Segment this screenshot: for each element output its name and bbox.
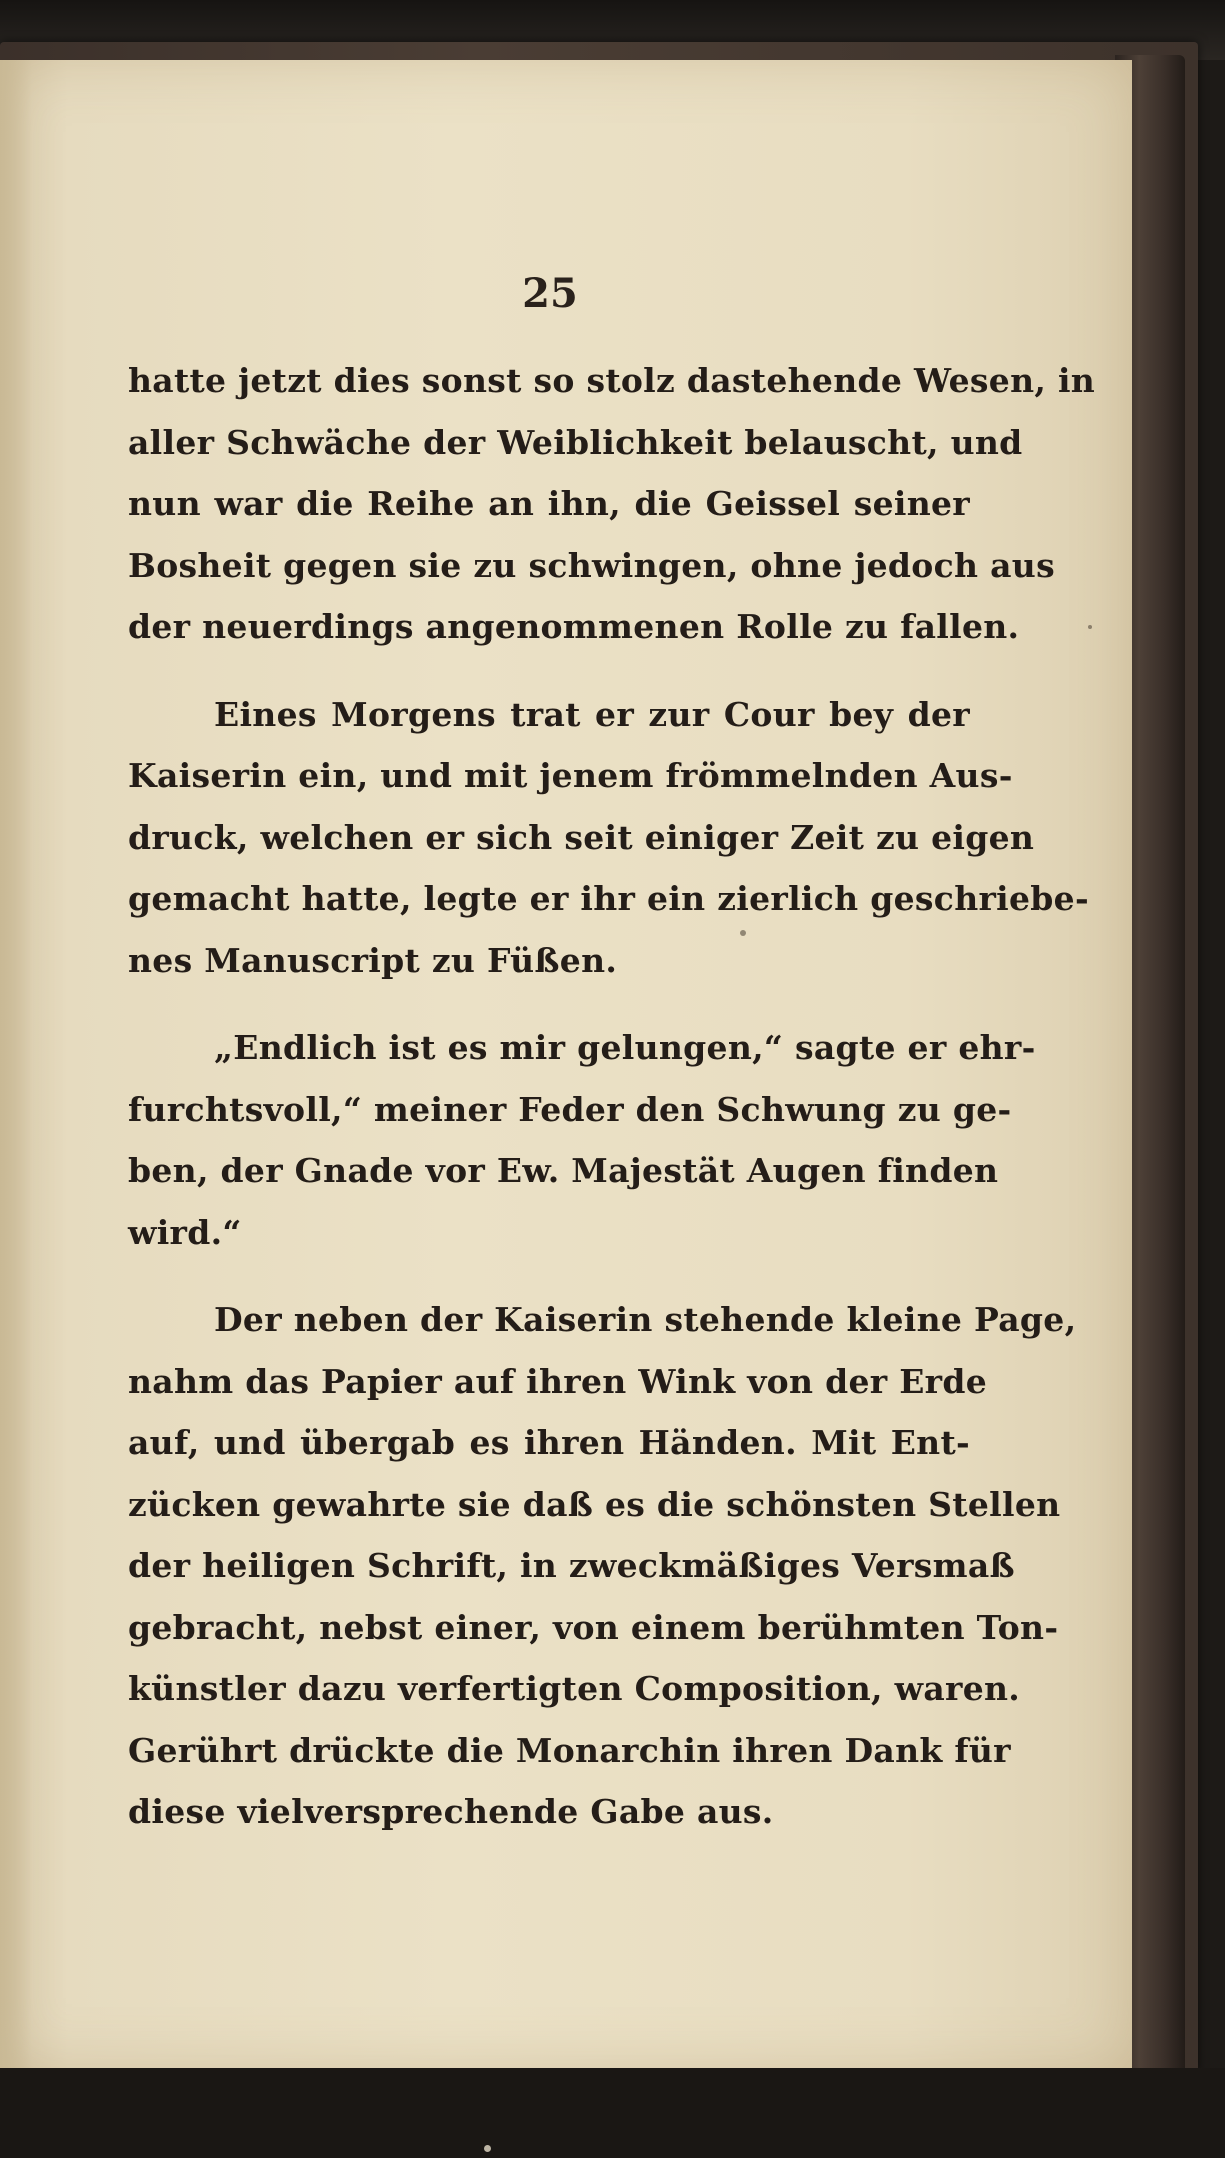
page-number: 25: [522, 270, 578, 317]
paragraph: [128, 684, 1089, 992]
text-line: ben, der Gnade vor Ew. Majestät Augen finden: [128, 1151, 999, 1190]
text-line: künstler dazu verfertigten Composition, waren.: [128, 1669, 1021, 1708]
text-line: Bosheit gegen sie zu schwingen, ohne jedoch aus: [128, 545, 1055, 585]
text-line: Eines Morgens trat er zur Cour bey der: [214, 694, 970, 734]
body-text: [128, 350, 1096, 1869]
text-line: der neuerdings angenommenen Rolle zu fallen.: [128, 607, 1020, 646]
text-line: auf, und übergab es ihren Händen. Mit Ent-: [128, 1423, 970, 1462]
paragraph: [128, 1017, 1036, 1263]
text-line: gemacht hatte, legte er ihr ein zierlich geschriebe-: [128, 879, 1089, 918]
paragraph: [128, 1289, 1077, 1843]
text-line: Der neben der Kaiserin stehende kleine Page,: [214, 1300, 1077, 1339]
text-line: der heiligen Schrift, in zweckmäßiges Versmaß: [128, 1546, 1015, 1585]
text-line: nahm das Papier auf ihren Wink von der Erde: [128, 1361, 988, 1401]
page-gutter: [0, 60, 32, 2070]
paper-speck: [740, 930, 746, 936]
text-line: wird.“: [128, 1212, 242, 1252]
text-line: Kaiserin ein, und mit jenem frömmelnden Aus-: [128, 756, 1013, 795]
dust-speck: [484, 2145, 491, 2152]
text-line: furchtsvoll,“ meiner Feder den Schwung zu ge-: [128, 1089, 1012, 1129]
bottom-backdrop: [0, 2068, 1225, 2158]
text-line: „Endlich ist es mir gelungen,“ sagte er ehr-: [214, 1028, 1036, 1067]
text-line: nun war die Reihe an ihn, die Geissel seiner: [128, 484, 970, 523]
text-line: druck, welchen er sich seit einiger Zeit zu eigen: [128, 817, 1035, 857]
text-line: diese vielversprechende Gabe aus.: [128, 1792, 774, 1831]
paper-speck: [1088, 625, 1092, 629]
paragraph: [128, 350, 1096, 658]
text-line: zücken gewahrte sie daß es die schönsten Stellen: [128, 1484, 1061, 1524]
text-line: hatte jetzt dies sonst so stolz dastehende Wesen, in: [128, 361, 1096, 400]
text-line: nes Manuscript zu Füßen.: [128, 940, 618, 980]
text-line: aller Schwäche der Weiblichkeit belauscht, und: [128, 422, 1023, 462]
text-line: Gerührt drückte die Monarchin ihren Dank für: [128, 1730, 1011, 1770]
text-line: gebracht, nebst einer, von einem berühmten Ton-: [128, 1607, 1059, 1647]
